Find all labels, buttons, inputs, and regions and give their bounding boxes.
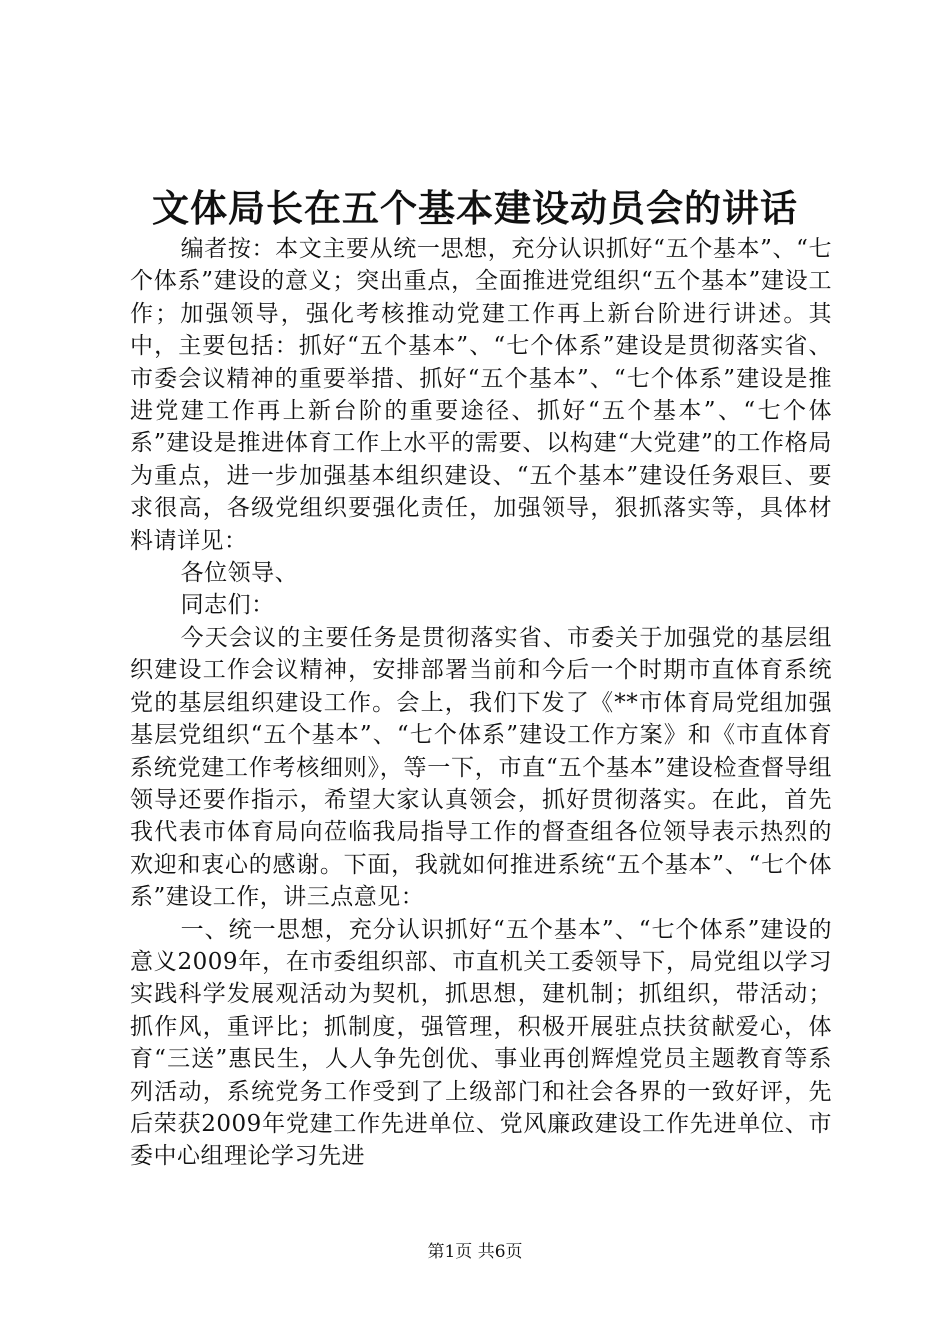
salutation-comrades: 同志们：: [180, 592, 275, 619]
section-one-paragraph: 一、统一思想，充分认识抓好“五个基本”、“七个体系”建设的意义2009年，在市委组织部、市直机关工委领导下，局党组以学习实践科学发展观活动为契机，抓思想，建机制；抓组织，带活动；抓作风，重评比；抓制度，强管理，积极开展驻点扶贫献爱心，体育“三送”惠民生，人人争先创优、事业再创辉煌党员主题教育等系列活动，系统党务工作受到了上级部门和社会各界的一致好评，先后荣获2009年党建工作先进单位、党风廉政建设工作先进单位、市委中心组理论学习先进: [130, 916, 832, 1170]
page-title: 文体局长在五个基本建设动员会的讲话: [152, 186, 798, 230]
editor-note-paragraph: 编者按：本文主要从统一思想，充分认识抓好“五个基本”、“七个体系”建设的意义；突出重点，全面推进党组织“五个基本”建设工作；加强领导，强化考核推动党建工作再上新台阶进行讲述。其中，主要包括：抓好“五个基本”、“七个体系”建设是贯彻落实省、市委会议精神的重要举措、抓好“五个基本”、“七个体系”建设是推进党建工作再上新台阶的重要途径、抓好“五个基本”、“七个体系”建设是推进体育工作上水平的需要、以构建“大党建”的工作格局为重点，进一步加强基本组织建设、“五个基本”建设任务艰巨、要求很高，各级党组织要强化责任，加强领导，狠抓落实等，具体材料请详见：: [130, 236, 832, 554]
page-footer: 第1页 共6页: [427, 1242, 523, 1262]
document-body: [130, 233, 832, 1173]
salutation-leaders: 各位领导、: [180, 560, 299, 587]
meeting-purpose-paragraph: 今天会议的主要任务是贯彻落实省、市委关于加强党的基层组织建设工作会议精神，安排部署当前和今后一个时期市直体育系统党的基层组织建设工作。会上，我们下发了《**市体育局党组加强基层党组织“五个基本”、“七个体系”建设工作方案》和《市直体育系统党建工作考核细则》，等一下，市直“五个基本”建设检查督导组领导还要作指示，希望大家认真领会，抓好贯彻落实。在此，首先我代表市体育局向莅临我局指导工作的督查组各位领导表示热烈的欢迎和衷心的感谢。下面，我就如何推进系统“五个基本”、“七个体系”建设工作，讲三点意见：: [130, 624, 832, 911]
